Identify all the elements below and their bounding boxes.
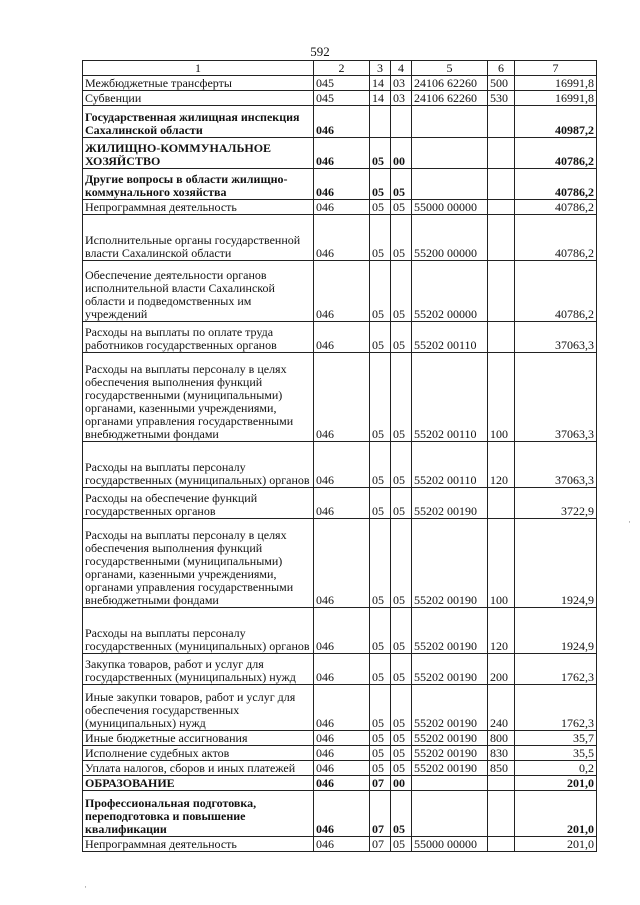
cell-target-item: 55000 00000	[412, 837, 488, 852]
table-row	[83, 654, 597, 685]
cell-section: 05	[370, 442, 391, 488]
cell-name: Межбюджетные трансферты	[83, 76, 314, 91]
cell-admin-code: 045	[314, 76, 370, 91]
cell-subsection: 05	[391, 608, 412, 654]
table-row	[83, 731, 597, 746]
cell-name: Непрограммная деятельность	[83, 837, 314, 852]
cell-amount: 40786,2	[515, 200, 597, 215]
cell-section: 05	[370, 731, 391, 746]
cell-subsection: 05	[391, 837, 412, 852]
table-row	[83, 488, 597, 519]
scan-speck: ·	[84, 882, 87, 892]
cell-expense-type: 830	[488, 746, 515, 761]
cell-section: 05	[370, 200, 391, 215]
table-row	[83, 519, 597, 608]
cell-expense-type	[488, 106, 515, 138]
cell-name: Обеспечение деятельности органов исполнительной власти Сахалинской области и подведомственных им учреждений	[83, 261, 314, 322]
cell-subsection: 05	[391, 746, 412, 761]
cell-amount: 201,0	[515, 776, 597, 791]
table-row	[83, 76, 597, 91]
cell-subsection: 05	[391, 200, 412, 215]
cell-amount: 37063,3	[515, 442, 597, 488]
cell-expense-type: 500	[488, 76, 515, 91]
cell-subsection: 00	[391, 776, 412, 791]
cell-amount: 35,7	[515, 731, 597, 746]
cell-admin-code: 046	[314, 519, 370, 608]
cell-admin-code: 046	[314, 261, 370, 322]
cell-section: 05	[370, 608, 391, 654]
cell-expense-type	[488, 791, 515, 837]
cell-name: Расходы на обеспечение функций государственных органов	[83, 488, 314, 519]
cell-name: Непрограммная деятельность	[83, 200, 314, 215]
cell-section: 07	[370, 837, 391, 852]
cell-section: 05	[370, 685, 391, 731]
table-row	[83, 106, 597, 138]
cell-target-item: 24106 62260	[412, 76, 488, 91]
cell-name: Профессиональная подготовка, переподготовка и повышение квалификации	[83, 791, 314, 837]
cell-expense-type	[488, 261, 515, 322]
cell-amount: 201,0	[515, 791, 597, 837]
cell-admin-code: 046	[314, 761, 370, 776]
cell-subsection: 05	[391, 685, 412, 731]
cell-amount: 1762,3	[515, 685, 597, 731]
cell-admin-code: 046	[314, 488, 370, 519]
cell-target-item	[412, 791, 488, 837]
cell-name: Закупка товаров, работ и услуг для государственных (муниципальных) нужд	[83, 654, 314, 685]
cell-amount: 3722,9	[515, 488, 597, 519]
cell-amount: 40786,2	[515, 215, 597, 261]
cell-target-item: 55202 00190	[412, 761, 488, 776]
cell-admin-code: 046	[314, 731, 370, 746]
table-row	[83, 837, 597, 852]
cell-subsection	[391, 106, 412, 138]
cell-section: 14	[370, 76, 391, 91]
cell-subsection: 05	[391, 353, 412, 442]
cell-admin-code: 046	[314, 138, 370, 169]
table-row	[83, 169, 597, 200]
cell-subsection: 05	[391, 261, 412, 322]
cell-amount: 35,5	[515, 746, 597, 761]
cell-amount: 40786,2	[515, 169, 597, 200]
cell-admin-code: 046	[314, 200, 370, 215]
table-row	[83, 200, 597, 215]
header-cell-name: 1	[83, 61, 314, 76]
table-row	[83, 776, 597, 791]
cell-amount: 1924,9	[515, 608, 597, 654]
cell-subsection: 05	[391, 488, 412, 519]
cell-target-item: 55200 00000	[412, 215, 488, 261]
cell-section: 05	[370, 169, 391, 200]
table-row	[83, 91, 597, 106]
cell-target-item	[412, 169, 488, 200]
cell-target-item	[412, 138, 488, 169]
cell-name: Расходы на выплаты персоналу в целях обеспечения выполнения функций государственными (муниципальными) органами, казенными учреждениями, органами управления государственными внебюджетными фондами	[83, 519, 314, 608]
cell-name: Уплата налогов, сборов и иных платежей	[83, 761, 314, 776]
table-row	[83, 215, 597, 261]
cell-subsection: 05	[391, 442, 412, 488]
cell-expense-type	[488, 169, 515, 200]
cell-subsection: 00	[391, 138, 412, 169]
cell-subsection: 05	[391, 519, 412, 608]
cell-expense-type	[488, 837, 515, 852]
cell-section: 07	[370, 791, 391, 837]
cell-target-item: 55202 00190	[412, 519, 488, 608]
table-row	[83, 608, 597, 654]
table-row	[83, 138, 597, 169]
cell-admin-code: 046	[314, 837, 370, 852]
cell-subsection: 05	[391, 322, 412, 353]
cell-amount: 37063,3	[515, 322, 597, 353]
cell-admin-code: 046	[314, 322, 370, 353]
cell-target-item	[412, 106, 488, 138]
cell-section: 05	[370, 353, 391, 442]
cell-target-item: 55202 00190	[412, 746, 488, 761]
cell-section: 05	[370, 215, 391, 261]
table-row	[83, 791, 597, 837]
cell-expense-type	[488, 215, 515, 261]
cell-admin-code: 046	[314, 353, 370, 442]
cell-expense-type: 850	[488, 761, 515, 776]
cell-name: ОБРАЗОВАНИЕ	[83, 776, 314, 791]
cell-admin-code: 046	[314, 215, 370, 261]
cell-amount: 37063,3	[515, 353, 597, 442]
table-header	[83, 61, 597, 76]
cell-expense-type	[488, 200, 515, 215]
header-cell-amount: 7	[515, 61, 597, 76]
table-row	[83, 746, 597, 761]
cell-amount: 40786,2	[515, 261, 597, 322]
cell-amount: 0,2	[515, 761, 597, 776]
cell-name: Субвенции	[83, 91, 314, 106]
cell-subsection: 05	[391, 731, 412, 746]
cell-section: 05	[370, 654, 391, 685]
header-cell-section: 3	[370, 61, 391, 76]
cell-target-item: 55202 00110	[412, 353, 488, 442]
cell-subsection: 05	[391, 169, 412, 200]
cell-amount: 16991,8	[515, 91, 597, 106]
cell-target-item: 55202 00190	[412, 654, 488, 685]
cell-admin-code: 046	[314, 746, 370, 761]
cell-name: Исполнительные органы государственной власти Сахалинской области	[83, 215, 314, 261]
cell-target-item: 55202 00190	[412, 731, 488, 746]
table-row	[83, 353, 597, 442]
cell-admin-code: 045	[314, 91, 370, 106]
header-cell-subsection: 4	[391, 61, 412, 76]
cell-expense-type: 100	[488, 519, 515, 608]
table-body	[83, 76, 597, 852]
cell-name: Расходы на выплаты персоналу государственных (муниципальных) органов	[83, 442, 314, 488]
cell-admin-code: 046	[314, 776, 370, 791]
cell-subsection: 03	[391, 76, 412, 91]
cell-name: Государственная жилищная инспекция Сахалинской области	[83, 106, 314, 138]
header-cell-admin: 2	[314, 61, 370, 76]
cell-subsection: 05	[391, 654, 412, 685]
cell-expense-type	[488, 776, 515, 791]
cell-name: Расходы на выплаты персоналу в целях обеспечения выполнения функций государственными (муниципальными) органами, казенными учреждениями, органами управления государственными внебюджетными фондами	[83, 353, 314, 442]
cell-amount: 201,0	[515, 837, 597, 852]
cell-target-item: 55202 00000	[412, 261, 488, 322]
cell-target-item: 55202 00110	[412, 442, 488, 488]
cell-section: 05	[370, 519, 391, 608]
cell-expense-type: 240	[488, 685, 515, 731]
cell-section: 05	[370, 138, 391, 169]
cell-section: 05	[370, 322, 391, 353]
cell-name: Расходы на выплаты персоналу государственных (муниципальных) органов	[83, 608, 314, 654]
cell-expense-type	[488, 138, 515, 169]
cell-section: 05	[370, 746, 391, 761]
cell-amount: 40786,2	[515, 138, 597, 169]
cell-target-item: 55202 00190	[412, 608, 488, 654]
cell-expense-type: 530	[488, 91, 515, 106]
cell-section	[370, 106, 391, 138]
cell-subsection: 05	[391, 791, 412, 837]
cell-admin-code: 046	[314, 791, 370, 837]
cell-target-item: 55202 00190	[412, 488, 488, 519]
cell-name: Иные бюджетные ассигнования	[83, 731, 314, 746]
cell-admin-code: 046	[314, 106, 370, 138]
table-row	[83, 261, 597, 322]
cell-expense-type: 120	[488, 442, 515, 488]
cell-name: Расходы на выплаты по оплате труда работников государственных органов	[83, 322, 314, 353]
page-number: 592	[310, 44, 330, 59]
cell-section: 07	[370, 776, 391, 791]
cell-name: Исполнение судебных актов	[83, 746, 314, 761]
cell-name: ЖИЛИЩНО-КОММУНАЛЬНОЕ ХОЗЯЙСТВО	[83, 138, 314, 169]
budget-table	[82, 60, 597, 852]
cell-section: 14	[370, 91, 391, 106]
table-row	[83, 685, 597, 731]
cell-target-item: 55202 00110	[412, 322, 488, 353]
header-cell-target: 5	[412, 61, 488, 76]
cell-admin-code: 046	[314, 685, 370, 731]
cell-admin-code: 046	[314, 608, 370, 654]
cell-name: Иные закупки товаров, работ и услуг для обеспечения государственных (муниципальных) нужд	[83, 685, 314, 731]
cell-section: 05	[370, 488, 391, 519]
cell-amount: 40987,2	[515, 106, 597, 138]
cell-subsection: 05	[391, 761, 412, 776]
table-row	[83, 761, 597, 776]
cell-expense-type	[488, 322, 515, 353]
cell-expense-type	[488, 488, 515, 519]
cell-subsection: 05	[391, 215, 412, 261]
cell-expense-type: 800	[488, 731, 515, 746]
cell-amount: 1924,9	[515, 519, 597, 608]
table-row	[83, 322, 597, 353]
cell-target-item	[412, 776, 488, 791]
cell-section: 05	[370, 761, 391, 776]
cell-expense-type: 100	[488, 353, 515, 442]
cell-section: 05	[370, 261, 391, 322]
cell-expense-type: 200	[488, 654, 515, 685]
header-cell-expense-type: 6	[488, 61, 515, 76]
cell-target-item: 24106 62260	[412, 91, 488, 106]
cell-admin-code: 046	[314, 442, 370, 488]
scan-speck: ·	[628, 517, 631, 527]
cell-admin-code: 046	[314, 169, 370, 200]
cell-target-item: 55000 00000	[412, 200, 488, 215]
cell-expense-type: 120	[488, 608, 515, 654]
cell-subsection: 03	[391, 91, 412, 106]
cell-name: Другие вопросы в области жилищно-коммунального хозяйства	[83, 169, 314, 200]
header-row	[83, 61, 597, 76]
cell-amount: 16991,8	[515, 76, 597, 91]
cell-admin-code: 046	[314, 654, 370, 685]
cell-target-item: 55202 00190	[412, 685, 488, 731]
table-row	[83, 442, 597, 488]
cell-amount: 1762,3	[515, 654, 597, 685]
